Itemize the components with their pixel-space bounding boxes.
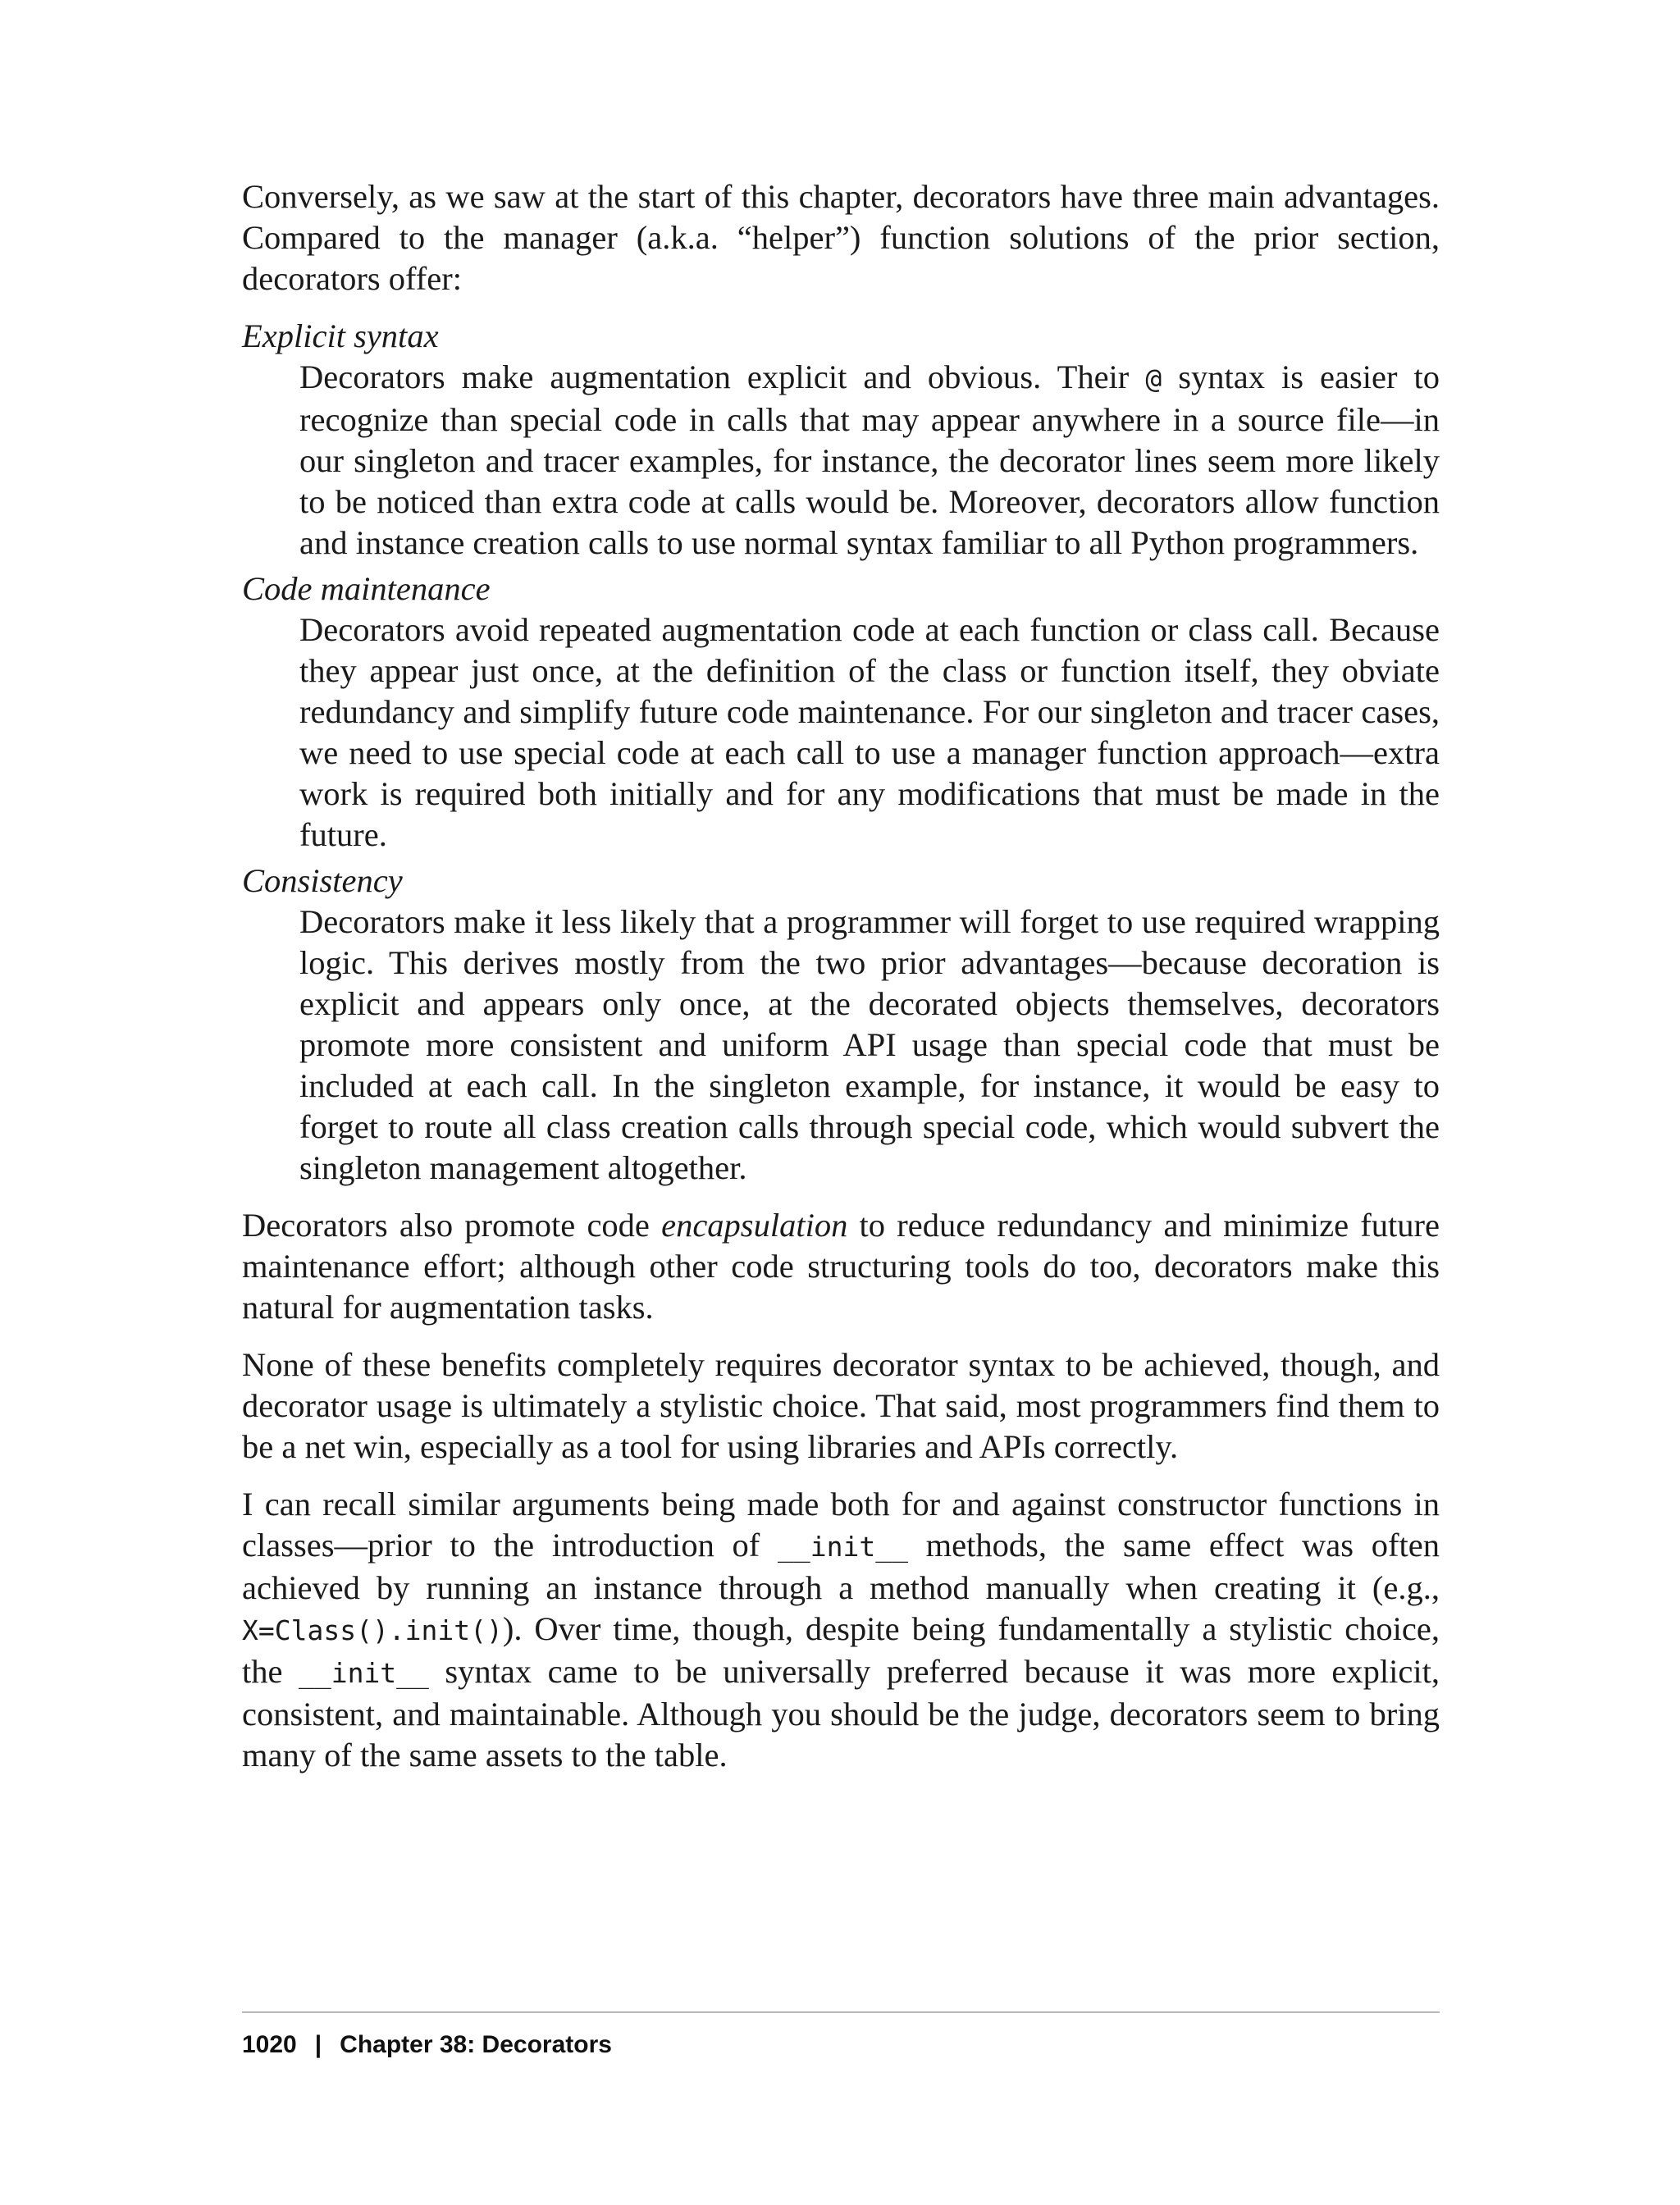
inline-code-init: __init__ — [778, 1531, 908, 1563]
definition-text: syntax is easier to recognize than special code in calls that may appear anywhere in a source file—in our singleton and tracer examples, for instance, the decorator lines seem more likely to be noticed than extra code at calls would be. Moreover, decorators allow function and instance creation calls to use normal syntax familiar to all Python programmers. — [299, 358, 1440, 561]
encapsulation-paragraph — [242, 1205, 1440, 1328]
benefits-paragraph: None of these benefits completely requires decorator syntax to be achieved, though, and decorator usage is ultimately a stylistic choice. That said, most programmers find them to be a net win, especially as a tool for using libraries and APIs correctly. — [242, 1346, 1440, 1465]
definition-consistency: Decorators make it less likely that a programmer will forget to use required wrapping logic. This derives mostly from the two prior advantages—because decoration is explicit and appears only once, at the decorated objects themselves, decorators promote more consistent and uniform API usage than special code that must be included at each call. In the singleton example, for instance, it would be easy to forget to route all class creation calls through special code, which would subvert the singleton management altogether. — [299, 903, 1440, 1186]
footer-separator: | — [314, 2031, 322, 2058]
paragraph-text: I can recall similar arguments being made both for and against constructor functions in classes—prior to the introduction of — [242, 1486, 1440, 1564]
term-consistency: Consistency — [242, 862, 403, 899]
term-explicit-syntax: Explicit syntax — [242, 317, 439, 354]
intro-paragraph — [242, 176, 1440, 299]
advantage-item-code-maintenance — [242, 568, 1440, 856]
page-body — [242, 176, 1440, 1792]
inline-code-at-sign: @ — [1145, 363, 1162, 395]
inline-code-init: __init__ — [298, 1657, 429, 1689]
constructors-paragraph — [242, 1484, 1440, 1776]
advantage-item-explicit-syntax — [242, 316, 1440, 564]
advantages-list — [242, 316, 1440, 1189]
page-footer — [242, 2011, 1440, 2059]
paragraph-text: ). Over time, though, despite being fundamentally a stylistic choice, the — [242, 1610, 1440, 1690]
paragraph-text: methods, the same effect was often achieved by running an instance through a method manually when creating it (e.g., — [242, 1527, 1440, 1606]
term-code-maintenance: Code maintenance — [242, 570, 491, 607]
paragraph-text: Decorators also promote code — [242, 1207, 662, 1244]
intro-text: Conversely, as we saw at the start of this chapter, decorators have three main advantages. Compared to the manager (a.k.a. “helper”) function solutions of the prior section, decorators offer: — [242, 178, 1440, 297]
definition-explicit-syntax — [299, 357, 1440, 564]
inline-code-class-init: X=Class().init() — [242, 1614, 503, 1646]
emphasis-encapsulation: encapsulation — [661, 1207, 848, 1244]
paragraph-text: syntax came to be universally preferred because it was more explicit, consistent, and maintainable. Although you should be the judge, decorators seem to bring many of the same assets to the table. — [242, 1653, 1440, 1774]
page-number: 1020 — [242, 2031, 297, 2058]
paragraph-text: to reduce redundancy and minimize future maintenance effort; although other code structuring tools do too, decorators make this natural for augmentation tasks. — [242, 1207, 1440, 1326]
chapter-title: Chapter 38: Decorators — [340, 2031, 612, 2058]
definition-code-maintenance: Decorators avoid repeated augmentation code at each function or class call. Because they appear just once, at the definition of the class or function itself, they obviate redundancy and simplify future code maintenance. For our singleton and tracer cases, we need to use special code at each call to use a manager function approach—extra work is required both initially and for any modifications that must be made in the future. — [299, 611, 1440, 853]
advantage-item-consistency — [242, 861, 1440, 1189]
definition-text: Decorators make augmentation explicit and obvious. Their — [299, 358, 1146, 395]
